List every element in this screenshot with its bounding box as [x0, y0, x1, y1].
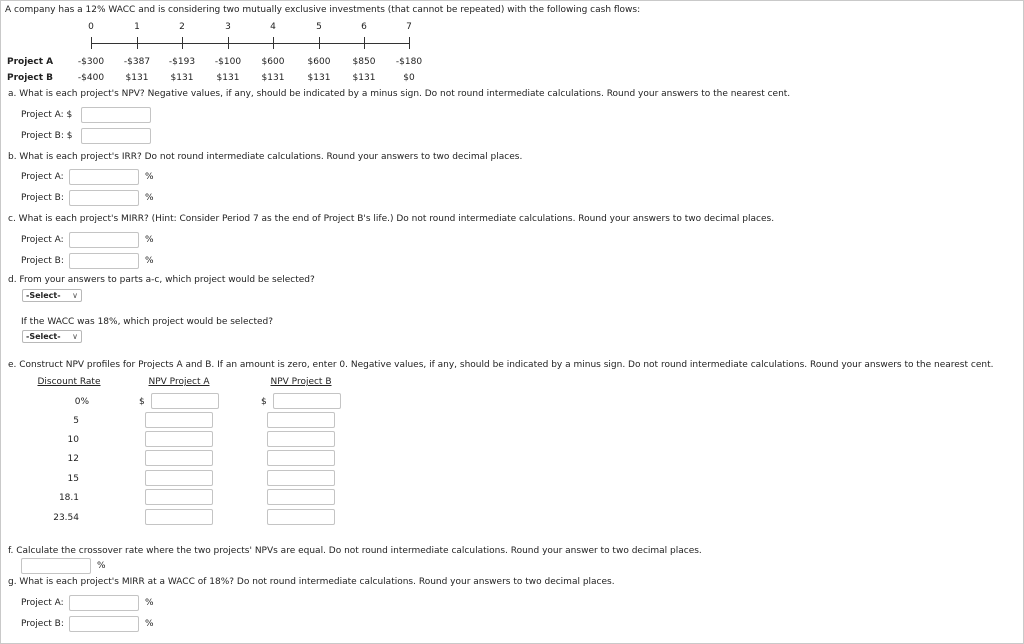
mirr18-project-b-input[interactable]	[69, 616, 139, 632]
timeline-tick	[228, 37, 229, 49]
discount-rate-value: 15	[67, 474, 79, 484]
discount-rate-value: 5	[73, 416, 79, 426]
npv-b-profile-input[interactable]	[267, 489, 335, 505]
timeline-tick	[137, 37, 138, 49]
percent-unit: %	[145, 193, 154, 203]
period-label: 3	[225, 22, 231, 32]
npv-b-profile-input[interactable]	[267, 509, 335, 525]
discount-rate-value: 0%	[74, 397, 89, 407]
timeline-tick	[182, 37, 183, 49]
npv-a-profile-input[interactable]	[145, 431, 213, 447]
project-select-dropdown[interactable]	[22, 289, 82, 302]
npv-b-profile-input[interactable]	[267, 431, 335, 447]
npv-a-profile-input[interactable]	[145, 470, 213, 486]
irr-project-a-input[interactable]	[69, 169, 139, 185]
percent-unit: %	[145, 235, 154, 245]
irr-project-b-input[interactable]	[69, 190, 139, 206]
percent-unit: %	[145, 598, 154, 608]
cash-flow-value: $131	[261, 73, 285, 83]
irr-a-label: Project A:	[21, 172, 64, 182]
cash-flow-value: $131	[125, 73, 149, 83]
mirr18-b-label: Project B:	[21, 619, 64, 629]
timeline-tick	[409, 37, 410, 49]
project-label: Project A	[7, 57, 54, 67]
cash-flow-value: -$193	[168, 57, 196, 67]
crossover-rate-input[interactable]	[21, 558, 91, 574]
discount-rate-value: 12	[67, 454, 79, 464]
cash-flow-value: -$300	[77, 57, 105, 67]
percent-unit: %	[145, 619, 154, 629]
question-f: f. Calculate the crossover rate where the two projects' NPVs are equal. Do not round intermediate calculations. Round your answer to two decimal places.	[8, 546, 702, 556]
mirr18-project-a-input[interactable]	[69, 595, 139, 611]
timeline-tick	[273, 37, 274, 49]
mirr-project-a-input[interactable]	[69, 232, 139, 248]
npv-a-profile-input[interactable]	[151, 393, 219, 409]
timeline-axis	[91, 43, 409, 44]
npv-project-a-input[interactable]	[81, 107, 151, 123]
period-label: 0	[88, 22, 94, 32]
chevron-down-icon: ∨	[72, 332, 78, 341]
mirr-b-label: Project B:	[21, 256, 64, 266]
mirr-project-b-input[interactable]	[69, 253, 139, 269]
npv-b-label: Project B: $	[21, 131, 73, 141]
cash-flow-value: $131	[170, 73, 194, 83]
select-value: -Select-	[26, 332, 61, 341]
cash-flow-value: -$100	[214, 57, 242, 67]
col-header-npv-b: NPV Project B	[270, 377, 332, 387]
mirr18-a-label: Project A:	[21, 598, 64, 608]
mirr-a-label: Project A:	[21, 235, 64, 245]
cash-flow-value: $600	[307, 57, 331, 67]
percent-unit: %	[145, 172, 154, 182]
timeline-tick	[319, 37, 320, 49]
npv-a-profile-input[interactable]	[145, 450, 213, 466]
question-c: c. What is each project's MIRR? (Hint: Consider Period 7 as the end of Project B's life.) Do not round intermediate calculations. Round your answers to two decimal places.	[8, 214, 775, 224]
percent-unit: %	[97, 561, 106, 571]
question-g: g. What is each project's MIRR at a WACC of 18%? Do not round intermediate calculations. Round your answers to two decimal places.	[8, 577, 615, 587]
npv-b-profile-input[interactable]	[267, 412, 335, 428]
currency-symbol: $	[261, 397, 267, 407]
col-header-discount-rate: Discount Rate	[37, 377, 101, 387]
question-e: e. Construct NPV profiles for Projects A and B. If an amount is zero, enter 0. Negative values, if any, should be indicated by a minus sign. Do not round intermediate calculations. Round your answers to the nearest cent.	[8, 360, 994, 370]
period-label: 6	[361, 22, 367, 32]
npv-a-label: Project A: $	[21, 110, 73, 120]
cash-flow-value: -$387	[123, 57, 151, 67]
npv-a-profile-input[interactable]	[145, 412, 213, 428]
cash-flow-value: $850	[352, 57, 376, 67]
npv-b-profile-input[interactable]	[273, 393, 341, 409]
cash-flow-value: $131	[352, 73, 376, 83]
timeline-tick	[91, 37, 92, 49]
chevron-down-icon: ∨	[72, 291, 78, 300]
question-d: d. From your answers to parts a-c, which project would be selected?	[8, 275, 315, 285]
cash-flow-value: $0	[403, 73, 415, 83]
project-label: Project B	[7, 73, 54, 83]
question-b: b. What is each project's IRR? Do not round intermediate calculations. Round your answers to two decimal places.	[8, 152, 523, 162]
period-label: 1	[134, 22, 140, 32]
npv-b-profile-input[interactable]	[267, 450, 335, 466]
period-label: 5	[316, 22, 322, 32]
cash-flow-value: $600	[261, 57, 285, 67]
discount-rate-value: 10	[67, 435, 79, 445]
col-header-npv-a: NPV Project A	[148, 377, 210, 387]
discount-rate-value: 23.54	[53, 513, 79, 523]
npv-b-profile-input[interactable]	[267, 470, 335, 486]
select-value: -Select-	[26, 291, 61, 300]
period-label: 4	[270, 22, 276, 32]
question-d-wacc18: If the WACC was 18%, which project would be selected?	[21, 317, 273, 327]
npv-a-profile-input[interactable]	[145, 509, 213, 525]
cash-flow-value: -$400	[77, 73, 105, 83]
npv-project-b-input[interactable]	[81, 128, 151, 144]
irr-b-label: Project B:	[21, 193, 64, 203]
project-select-wacc18-dropdown[interactable]	[22, 330, 82, 343]
percent-unit: %	[145, 256, 154, 266]
timeline-tick	[364, 37, 365, 49]
question-a: a. What is each project's NPV? Negative values, if any, should be indicated by a minus sign. Do not round intermediate calculations. Round your answers to the nearest cent.	[8, 89, 791, 99]
npv-a-profile-input[interactable]	[145, 489, 213, 505]
cash-flow-value: $131	[216, 73, 240, 83]
intro-text: A company has a 12% WACC and is considering two mutually exclusive investments (that cannot be repeated) with the following cash flows:	[5, 5, 641, 15]
period-label: 7	[406, 22, 412, 32]
cash-flow-value: $131	[307, 73, 331, 83]
discount-rate-value: 18.1	[58, 493, 79, 503]
period-label: 2	[179, 22, 185, 32]
currency-symbol: $	[139, 397, 145, 407]
cash-flow-value: -$180	[395, 57, 423, 67]
